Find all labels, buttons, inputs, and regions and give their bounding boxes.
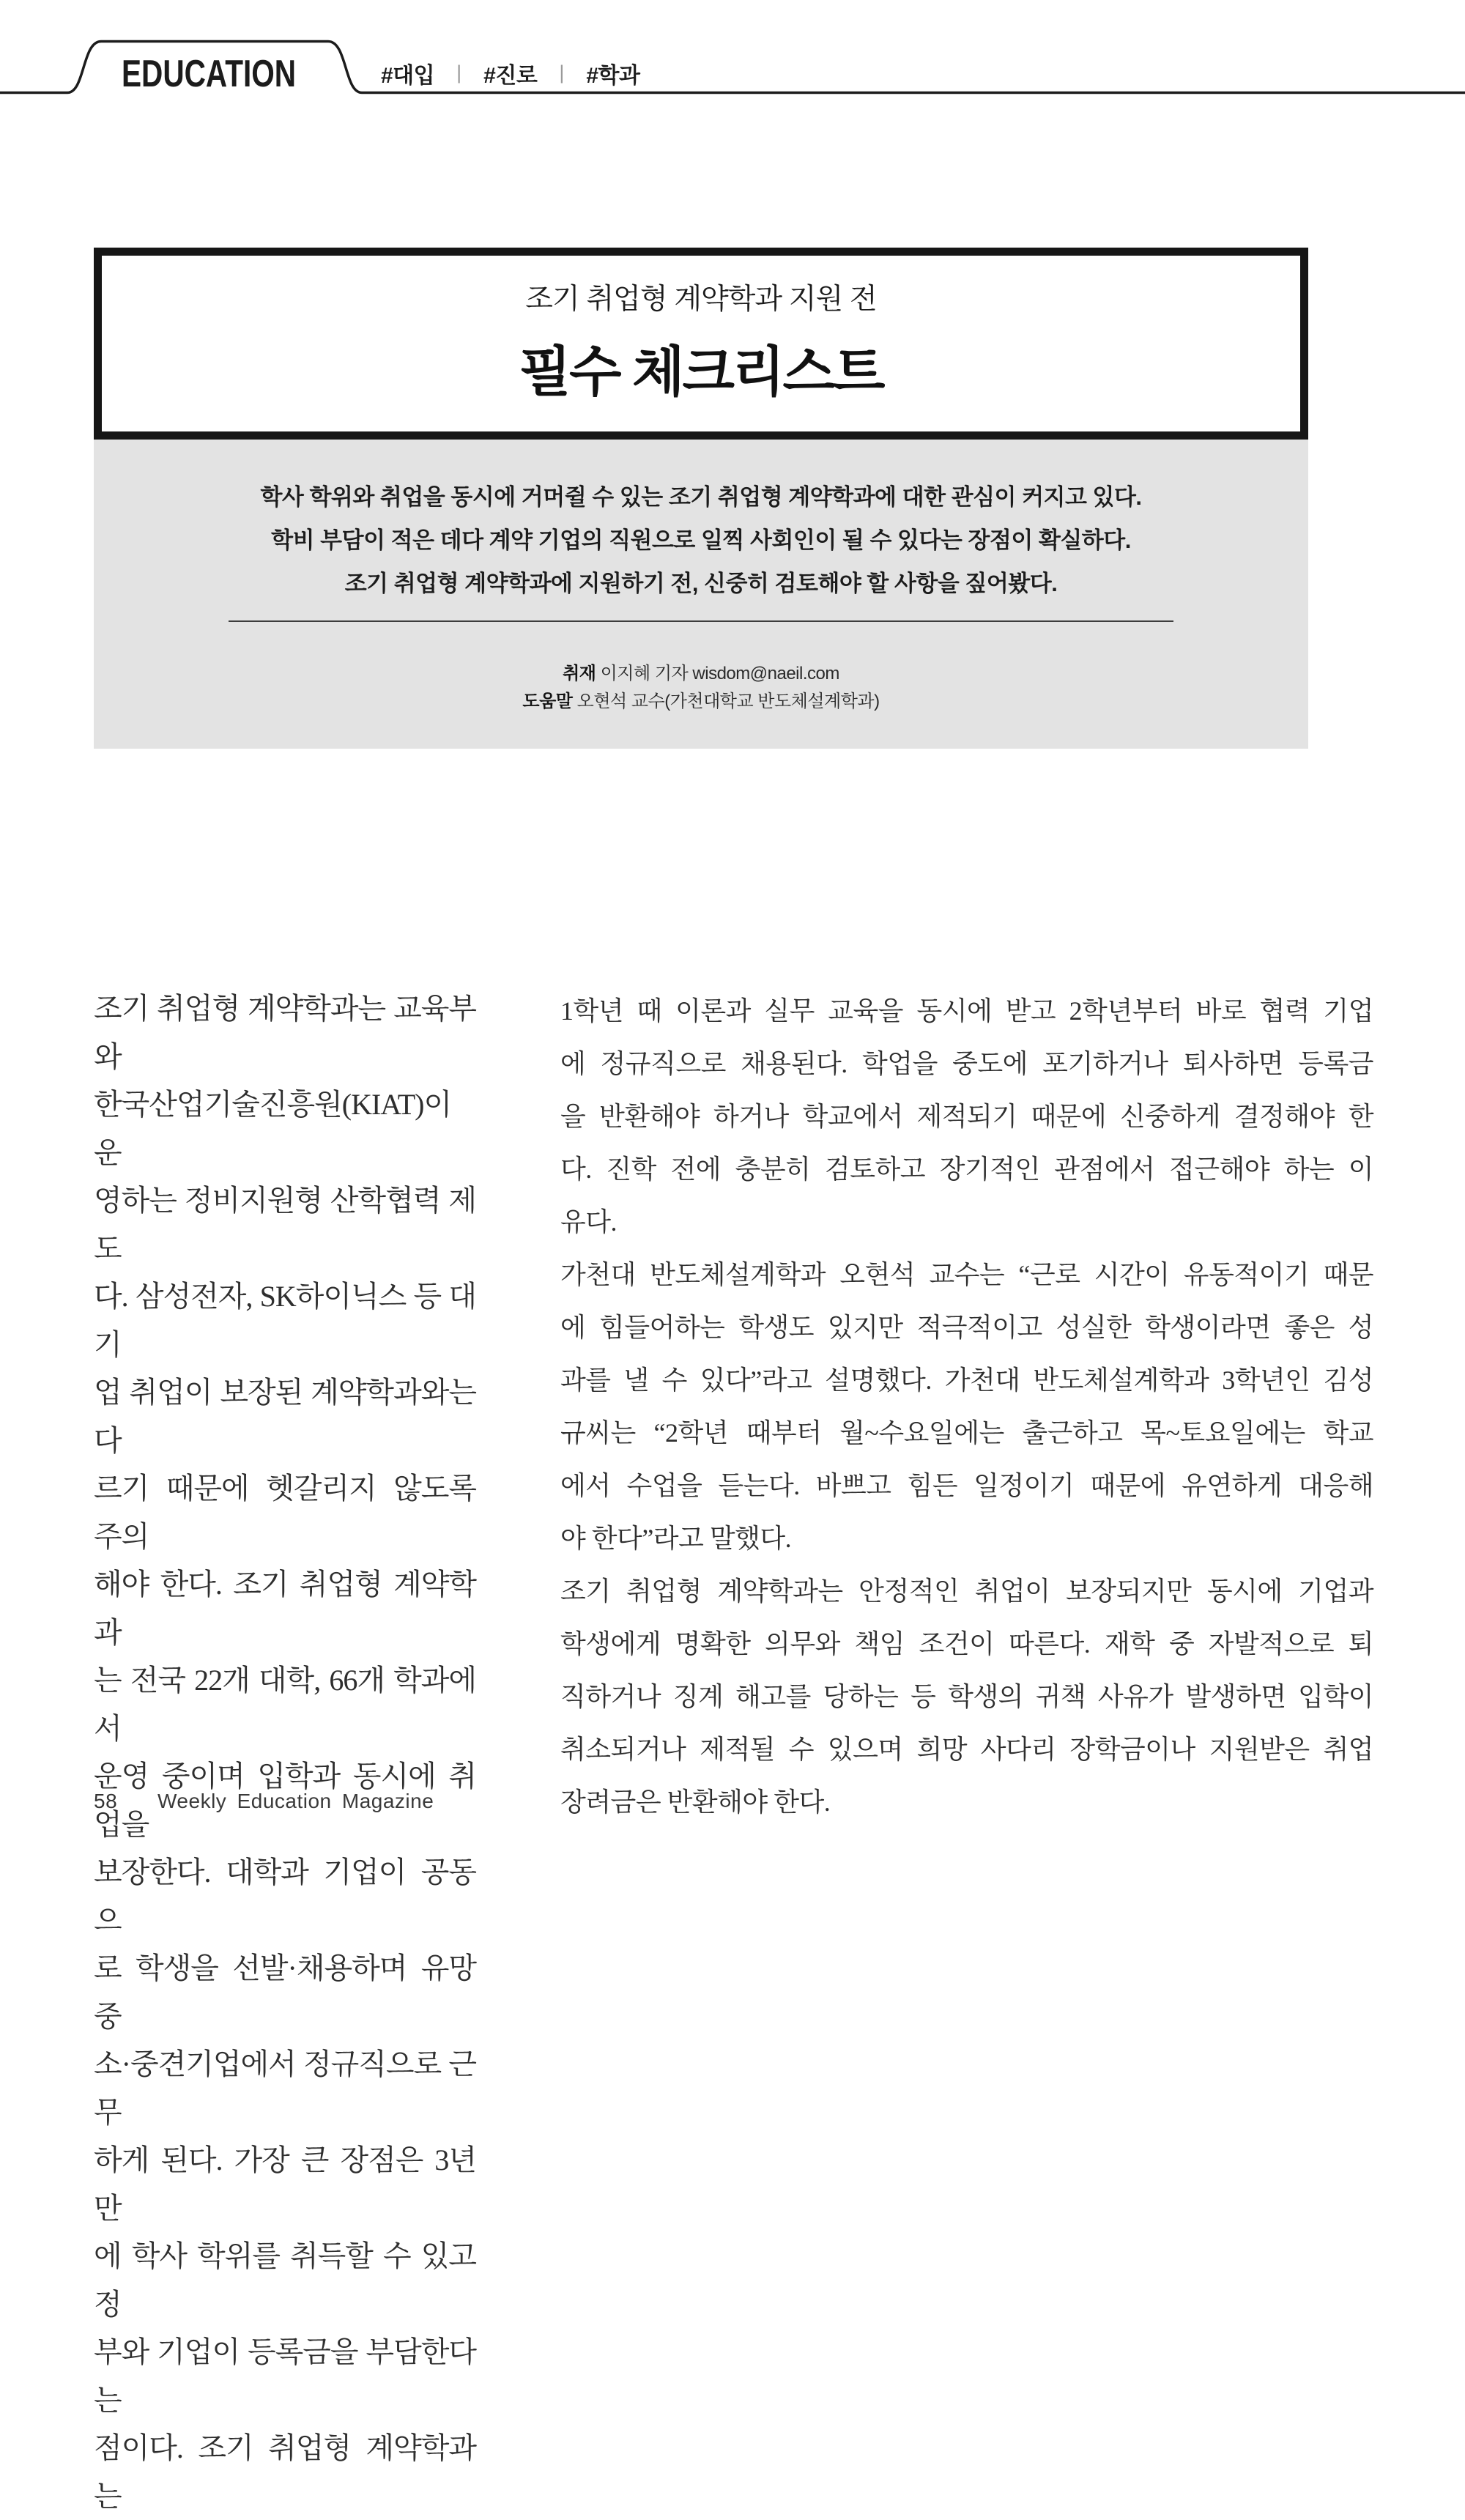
text-line: 로 학생을 선발·채용하며 유망 중 xyxy=(94,1952,476,2033)
hashtag-list xyxy=(381,57,640,89)
text-line: 운영 중이며 입학과 동시에 취업을 xyxy=(94,1760,476,1841)
text-line: 과를 낼 수 있다”라고 설명했다. 가천대 반도체설계학과 3학년인 김성 xyxy=(560,1365,1373,1395)
text-line: 업 취업이 보장된 계약학과와는 다 xyxy=(94,1376,476,1457)
text-line: 조기 취업형 계약학과는 안정적인 취업이 보장되지만 동시에 기업과 xyxy=(560,1576,1373,1606)
article-title: 필수 체크리스트 xyxy=(519,341,883,402)
text-line: 보장한다. 대학과 기업이 공동으 xyxy=(94,1856,476,1937)
text-line: 장려금은 반환해야 한다. xyxy=(560,1787,831,1817)
magazine-name: Weekly Education Magazine xyxy=(157,1790,434,1812)
text-line: 학생에게 명확한 의무와 책임 조건이 따른다. 재학 중 자발적으로 퇴 xyxy=(560,1629,1373,1659)
page-number: 58 xyxy=(94,1790,118,1812)
text-line: 가천대 반도체설계학과 오현석 교수는 “근로 시간이 유동적이기 때문 xyxy=(560,1260,1373,1289)
text-line: 에 힘들어하는 학생도 있지만 적극적이고 성실한 학생이라면 좋은 성 xyxy=(560,1313,1373,1342)
tag-separator: | xyxy=(456,61,462,84)
text-line: 규씨는 “2학년 때부터 월~수요일에는 출근하고 목~토요일에는 학교 xyxy=(560,1418,1373,1448)
byline-advisor xyxy=(94,688,1308,716)
text-line: 취소되거나 제적될 수 있으며 희망 사다리 장학금이나 지원받은 취업 xyxy=(560,1735,1373,1764)
text-line: 유다. xyxy=(560,1207,617,1237)
hashtag-hakgwa: #학과 xyxy=(586,64,640,88)
text-line: 점이다. 조기 취업형 계약학과는 xyxy=(94,2431,476,2513)
byline-text: 이지혜 기자 wisdom@naeil.com xyxy=(596,664,839,683)
lede-block xyxy=(94,440,1308,749)
byline-label: 도움말 xyxy=(522,692,573,711)
text-line: 르기 때문에 헷갈리지 않도록 주의 xyxy=(94,1472,476,1553)
byline xyxy=(94,660,1308,716)
text-line: 에서 수업을 듣는다. 바쁘고 힘든 일정이기 때문에 유연하게 대응해 xyxy=(560,1471,1373,1500)
text-line: 을 반환해야 하거나 학교에서 제적되기 때문에 신중하게 결정해야 한 xyxy=(560,1102,1373,1131)
byline-divider xyxy=(229,620,1173,622)
article-kicker: 조기 취업형 계약학과 지원 전 xyxy=(525,284,877,315)
text-line: 하게 된다. 가장 큰 장점은 3년 만 xyxy=(94,2143,476,2225)
page-footer xyxy=(94,1790,434,1813)
body-column-left xyxy=(94,985,476,2520)
text-line: 부와 기업이 등록금을 부담한다는 xyxy=(94,2335,476,2417)
hashtag-jinro: #진로 xyxy=(483,64,538,88)
text-line: 해야 한다. 조기 취업형 계약학과 xyxy=(94,1568,476,1649)
byline-label: 취재 xyxy=(563,664,596,683)
lede-line: 학비 부담이 적은 데다 계약 기업의 직원으로 일찍 사회인이 될 수 있다는 장점이 확실하다. xyxy=(271,527,1131,553)
text-line: 에 학사 학위를 취득할 수 있고 정 xyxy=(94,2239,476,2321)
text-line: 는 전국 22개 대학, 66개 학과에서 xyxy=(94,1664,476,1745)
text-line: 다. 삼성전자, SK하이닉스 등 대기 xyxy=(94,1280,476,1361)
text-line: 조기 취업형 계약학과는 교육부와 xyxy=(94,992,476,1073)
text-line: 영하는 정비지원형 산학협력 제도 xyxy=(94,1184,476,1265)
byline-text: 오현석 교수(가천대학교 반도체설계학과) xyxy=(572,692,880,711)
text-line: 1학년 때 이론과 실무 교육을 동시에 받고 2학년부터 바로 협력 기업 xyxy=(560,996,1373,1026)
lede-line: 학사 학위와 취업을 동시에 거머쥘 수 있는 조기 취업형 계약학과에 대한 관심이 커지고 있다. xyxy=(260,484,1142,510)
article-title-box xyxy=(94,248,1308,440)
text-line: 다. 진학 전에 충분히 검토하고 장기적인 관점에서 접근해야 하는 이 xyxy=(560,1155,1373,1184)
text-line: 야 한다”라고 말했다. xyxy=(560,1524,792,1553)
lede-line: 조기 취업형 계약학과에 지원하기 전, 신중히 검토해야 할 사항을 짚어봤다. xyxy=(344,571,1058,596)
text-line: 소·중견기업에서 정규직으로 근무 xyxy=(94,2048,476,2129)
body-column-right xyxy=(560,985,1373,1828)
byline-reporter xyxy=(94,660,1308,688)
section-label: EDUCATION xyxy=(122,53,297,95)
tag-separator: | xyxy=(559,61,565,84)
text-line: 에 정규직으로 채용된다. 학업을 중도에 포기하거나 퇴사하면 등록금 xyxy=(560,1049,1373,1078)
hashtag-daeip: #대입 xyxy=(381,64,435,88)
text-line: 한국산업기술진흥원(KIAT)이 운 xyxy=(94,1088,452,1169)
text-line: 직하거나 징계 해고를 당하는 등 학생의 귀책 사유가 발생하면 입학이 xyxy=(560,1682,1373,1711)
